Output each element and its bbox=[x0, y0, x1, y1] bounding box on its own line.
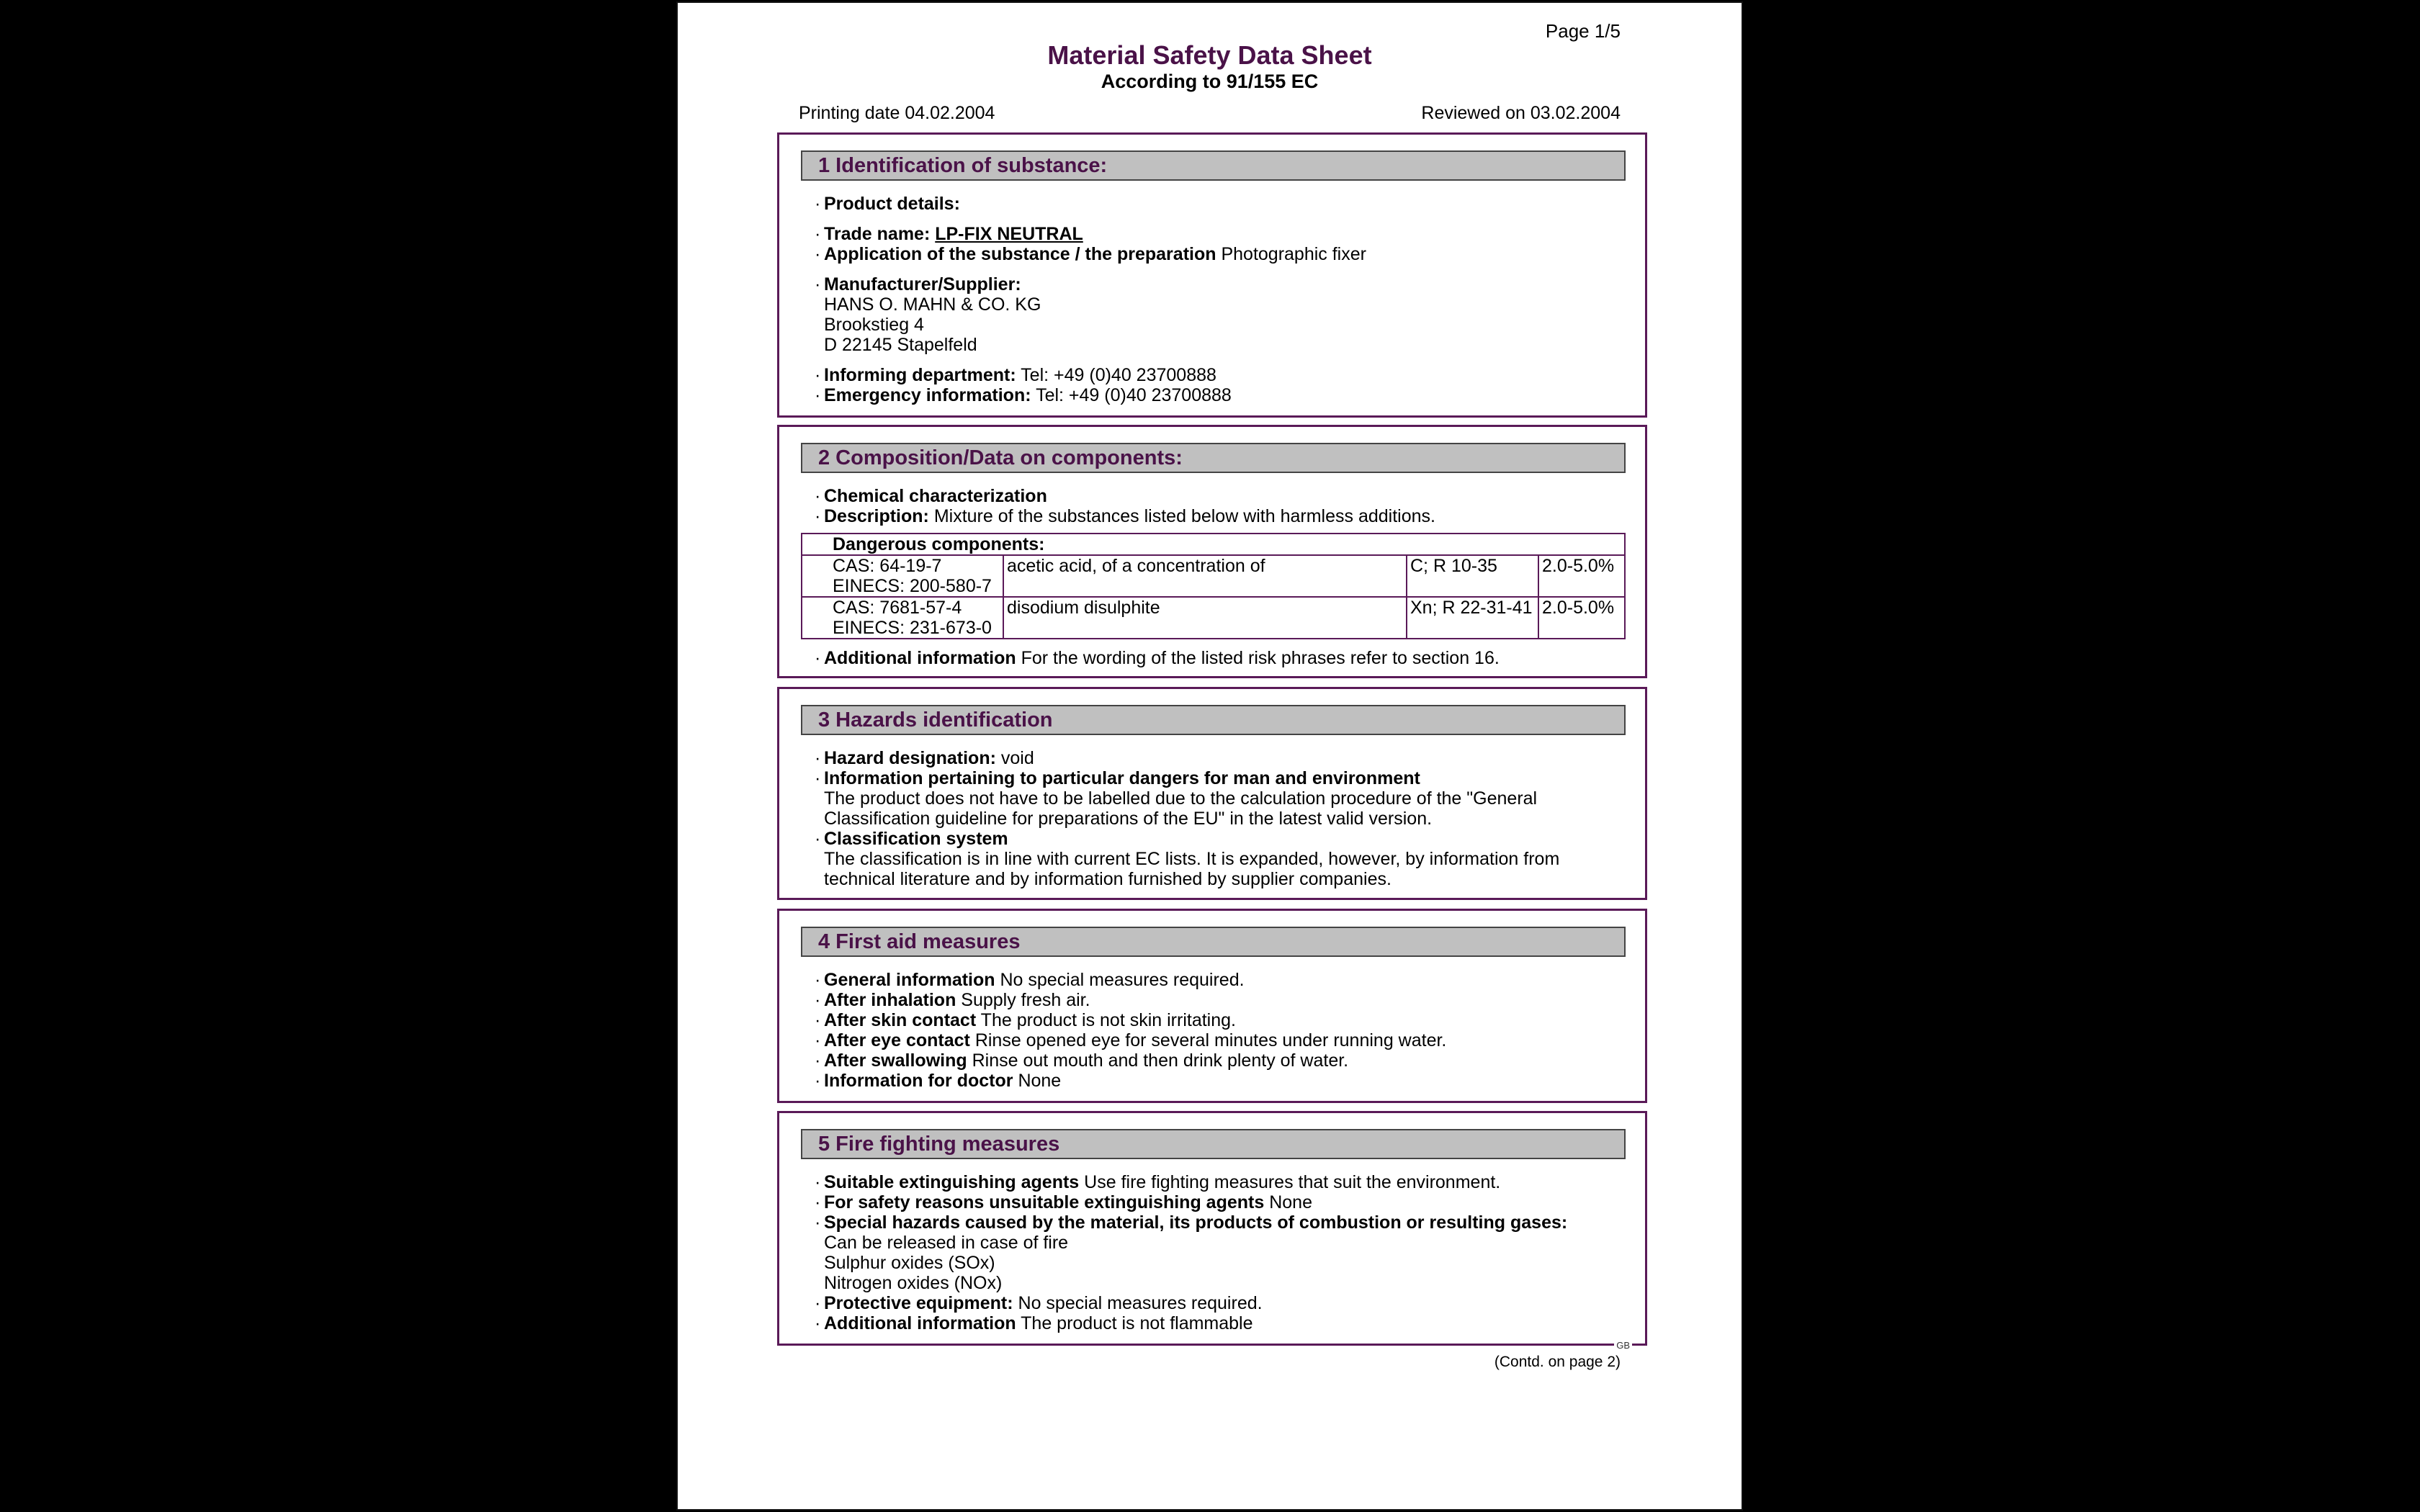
list-item: · After eye contact Rinse opened eye for several minutes under running water. bbox=[824, 1030, 1623, 1050]
description-label: Description: bbox=[824, 506, 929, 526]
product-details-label: · Product details: bbox=[824, 194, 1623, 214]
list-item: · After swallowing Rinse out mouth and then drink plenty of water. bbox=[824, 1050, 1623, 1071]
additional-info-label: Additional information bbox=[824, 1313, 1016, 1333]
additional-info-label: Additional information bbox=[824, 648, 1016, 668]
additional-info-value: The product is not flammable bbox=[1021, 1313, 1253, 1333]
hazard-designation-label: Hazard designation: bbox=[824, 748, 996, 768]
dangers-info-label: · Information pertaining to particular dangers for man and environment bbox=[824, 768, 1623, 788]
suitable-agents-label: Suitable extinguishing agents bbox=[824, 1172, 1080, 1192]
section-composition bbox=[777, 425, 1647, 678]
section-identification bbox=[777, 132, 1647, 418]
component-name-cell: disodium disulphite bbox=[1003, 597, 1407, 639]
section-heading: 1 Identification of substance: bbox=[801, 150, 1626, 181]
table-row bbox=[802, 555, 1625, 597]
document-subtitle: According to 91/155 EC bbox=[1101, 71, 1319, 92]
protective-equipment-value: No special measures required. bbox=[1018, 1293, 1263, 1313]
special-hazards-text: Sulphur oxides (SOx) bbox=[824, 1253, 995, 1273]
protective-equipment-label: Protective equipment: bbox=[824, 1293, 1013, 1313]
section-fire-fighting bbox=[777, 1111, 1647, 1351]
concentration-cell: 2.0-5.0% bbox=[1538, 597, 1625, 639]
unsuitable-agents-value: None bbox=[1269, 1192, 1312, 1212]
manufacturer-line: D 22145 Stapelfeld bbox=[824, 335, 977, 355]
hazard-designation-value: void bbox=[1000, 748, 1034, 768]
dangerous-components-table bbox=[801, 533, 1626, 639]
continued-note: (Contd. on page 2) bbox=[1494, 1354, 1621, 1370]
component-name-cell: acetic acid, of a concentration of bbox=[1003, 555, 1407, 597]
application-label: Application of the substance / the preparation bbox=[824, 244, 1216, 264]
trade-name-label: Trade name: bbox=[824, 224, 931, 244]
einecs-cell: EINECS: 231-673-0 bbox=[833, 618, 992, 638]
classification-text: technical literature and by information furnished by supplier companies. bbox=[824, 869, 1392, 889]
emergency-label: Emergency information: bbox=[824, 385, 1031, 405]
chemical-characterization: · Chemical characterization bbox=[824, 486, 1623, 506]
list-item: · General information No special measures required. bbox=[824, 970, 1623, 990]
dangers-info-text: The product does not have to be labelled due to the calculation procedure of the "General bbox=[824, 788, 1538, 809]
document-title: Material Safety Data Sheet bbox=[1047, 40, 1372, 70]
manufacturer-label: · Manufacturer/Supplier: bbox=[824, 274, 1623, 294]
section-heading: 5 Fire fighting measures bbox=[801, 1129, 1626, 1159]
dangers-info-text: Classification guideline for preparations of the EU" in the latest valid version. bbox=[824, 809, 1433, 829]
cas-cell: CAS: 7681-57-4 bbox=[833, 598, 962, 618]
document-page bbox=[676, 1, 1743, 1511]
section-heading: 2 Composition/Data on components: bbox=[801, 443, 1626, 473]
special-hazards-label: · Special hazards caused by the material, its products of combustion or resulting gases: bbox=[824, 1212, 1623, 1233]
manufacturer-line: HANS O. MAHN & CO. KG bbox=[824, 294, 1041, 315]
classification-label: · Classification system bbox=[824, 829, 1623, 849]
application-value: Photographic fixer bbox=[1221, 244, 1366, 264]
unsuitable-agents-label: For safety reasons unsuitable extinguishing agents bbox=[824, 1192, 1265, 1212]
risk-cell: C; R 10-35 bbox=[1407, 555, 1538, 597]
emergency-value: Tel: +49 (0)40 23700888 bbox=[1036, 385, 1232, 405]
section-heading: 3 Hazards identification bbox=[801, 705, 1626, 735]
informing-value: Tel: +49 (0)40 23700888 bbox=[1021, 365, 1216, 385]
trade-name-value: LP-FIX NEUTRAL bbox=[935, 224, 1083, 244]
manufacturer-line: Brookstieg 4 bbox=[824, 315, 924, 335]
table-row bbox=[802, 597, 1625, 639]
printing-date: Printing date 04.02.2004 bbox=[799, 103, 995, 123]
special-hazards-text: Nitrogen oxides (NOx) bbox=[824, 1273, 1003, 1293]
additional-info-value: For the wording of the listed risk phrases refer to section 16. bbox=[1021, 648, 1500, 668]
section-hazards bbox=[777, 687, 1647, 900]
dangerous-components-label: Dangerous components: bbox=[833, 534, 1045, 554]
page-number: Page 1/5 bbox=[1545, 20, 1621, 42]
informing-label: Informing department: bbox=[824, 365, 1016, 385]
special-hazards-text: Can be released in case of fire bbox=[824, 1233, 1069, 1253]
list-item: · Information for doctor None bbox=[824, 1071, 1623, 1091]
list-item: · After inhalation Supply fresh air. bbox=[824, 990, 1623, 1010]
cas-cell: CAS: 64-19-7 bbox=[833, 556, 942, 576]
country-code: GB bbox=[1614, 1340, 1632, 1351]
einecs-cell: EINECS: 200-580-7 bbox=[833, 576, 992, 596]
suitable-agents-value: Use fire fighting measures that suit the environment. bbox=[1084, 1172, 1501, 1192]
section-heading: 4 First aid measures bbox=[801, 927, 1626, 957]
reviewed-date: Reviewed on 03.02.2004 bbox=[1421, 103, 1621, 123]
description-value: Mixture of the substances listed below with harmless additions. bbox=[933, 506, 1435, 526]
risk-cell: Xn; R 22-31-41 bbox=[1407, 597, 1538, 639]
concentration-cell: 2.0-5.0% bbox=[1538, 555, 1625, 597]
classification-text: The classification is in line with current EC lists. It is expanded, however, by information from bbox=[824, 849, 1560, 869]
section-first-aid bbox=[777, 909, 1647, 1103]
list-item: · After skin contact The product is not skin irritating. bbox=[824, 1010, 1623, 1030]
